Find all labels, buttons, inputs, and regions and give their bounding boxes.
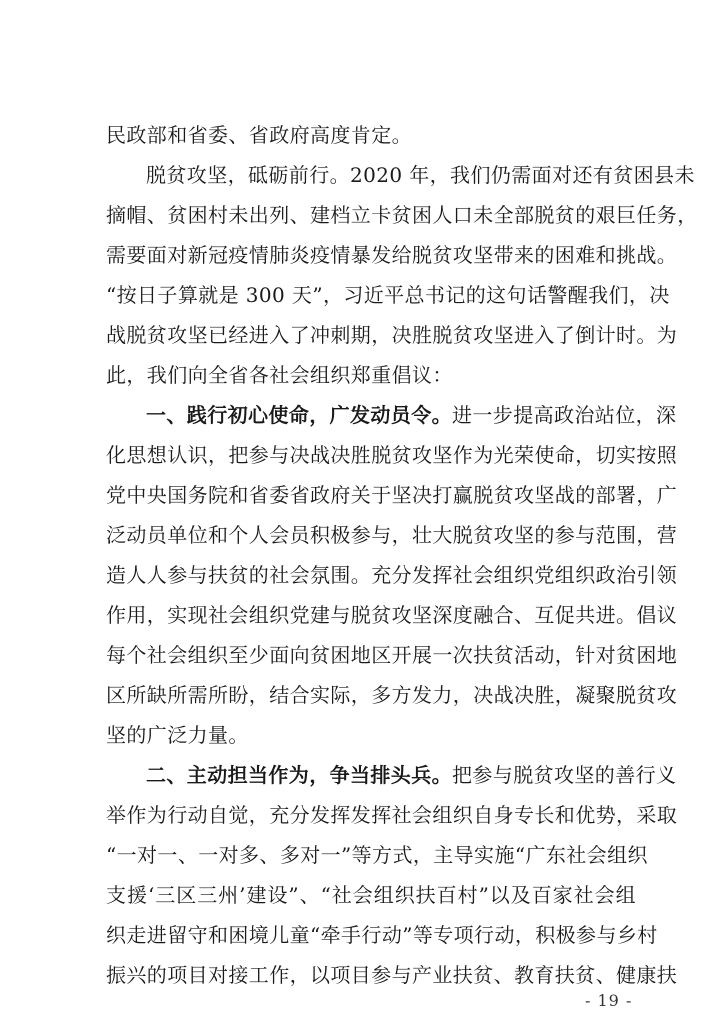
text-line: 化思想认识，把参与决战决胜脱贫攻坚作为光荣使命，切实按照 [106, 443, 678, 467]
text-line: 举作为行动自觉，充分发挥发挥社会组织自身专长和优势，采取 [106, 803, 678, 827]
text-line: 此，我们向全省各社会组织郑重倡议： [106, 363, 453, 387]
text-line: 需要面对新冠疫情肺炎疫情暴发给脱贫攻坚带来的困难和挑战。 [106, 243, 678, 267]
section-1-first-line [146, 398, 677, 432]
text-line: 振兴的项目对接工作，以项目参与产业扶贫、教育扶贫、健康扶 [106, 963, 678, 987]
text-line: “一对一、一对多、多对一”等方式，主导实施“广东社会组织 [106, 843, 648, 867]
section-2-text: 把参与脱贫攻坚的善行义 [452, 763, 677, 787]
section-1-heading: 一、践行初心使命，广发动员令。 [146, 403, 452, 427]
section-1-text: 进一步提高政治站位，深 [452, 403, 677, 427]
text-line: 造人人参与扶贫的社会氛围。充分发挥社会组织党组织政治引领 [106, 563, 678, 587]
text-line: 坚的广泛力量。 [106, 723, 249, 747]
text-line: 支援‘三区三州’建设”、“社会组织扶百村”以及百家社会组 [106, 883, 636, 907]
text-line: 作用，实现社会组织党建与脱贫攻坚深度融合、互促共进。倡议 [106, 603, 678, 627]
section-2-first-line [146, 758, 677, 792]
text-line: 区所缺所需所盼，结合实际，多方发力，决战决胜，凝聚脱贫攻 [106, 683, 678, 707]
section-2-heading: 二、主动担当作为，争当排头兵。 [146, 763, 452, 787]
text-line: 织走进留守和困境儿童“牵手行动”等专项行动，积极参与乡村 [106, 923, 658, 947]
page-number: - 19 - [585, 991, 633, 1010]
text-line: 民政部和省委、省政府高度肯定。 [106, 123, 412, 147]
text-line: 泛动员单位和个人会员积极参与，壮大脱贫攻坚的参与范围，营 [106, 523, 678, 547]
text-line: “按日子算就是 300 天”，习近平总书记的这句话警醒我们，决 [106, 283, 670, 307]
text-line: 摘帽、贫困村未出列、建档立卡贫困人口未全部脱贫的艰巨任务， [106, 203, 698, 227]
text-line: 战脱贫攻坚已经进入了冲刺期，决胜脱贫攻坚进入了倒计时。为 [106, 323, 678, 347]
text-line: 脱贫攻坚，砥砺前行。2020 年，我们仍需面对还有贫困县未 [146, 163, 695, 187]
text-line: 党中央国务院和省委省政府关于坚决打赢脱贫攻坚战的部署，广 [106, 483, 678, 507]
text-line: 每个社会组织至少面向贫困地区开展一次扶贫活动，针对贫困地 [106, 643, 678, 667]
